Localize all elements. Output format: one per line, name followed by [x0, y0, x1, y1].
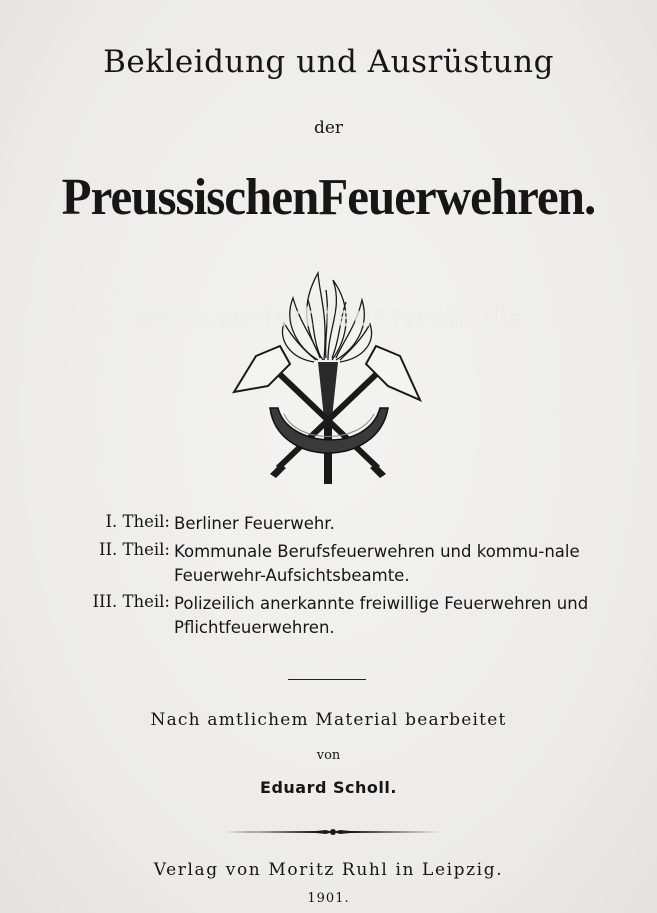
- publication-year: 1901.: [307, 891, 350, 906]
- part-label: I. Theil:: [105, 512, 170, 531]
- ornament-divider-icon: [226, 826, 440, 838]
- part-3: [40, 592, 640, 640]
- part-text: Berliner Feuerwehr.: [174, 514, 335, 533]
- divider-rule: [288, 679, 366, 680]
- title-line-1: Bekleidung und Ausrüstung: [103, 44, 554, 80]
- title-line-2: der: [313, 118, 344, 138]
- author-name: Eduard Scholl.: [260, 778, 397, 797]
- publisher-line: Verlag von Moritz Ruhl in Leipzig.: [153, 860, 504, 880]
- part-1: [40, 512, 640, 536]
- credit-line: Nach amtlichem Material bearbeitet: [150, 710, 507, 730]
- part-text: Kommunale Berufsfeuerwehren und kommu-nale Feuerwehr-Aufsichtsbeamte.: [174, 542, 580, 585]
- part-text: Polizeilich anerkannte freiwillige Feuerwehren und Pflichtfeuerwehren.: [174, 594, 589, 637]
- part-2: [40, 540, 640, 588]
- watermark: www.seifert-feuerwehr.de: [135, 300, 522, 333]
- parts-list: [40, 512, 640, 644]
- part-label: II. Theil:: [98, 540, 170, 559]
- part-label: III. Theil:: [92, 592, 170, 611]
- main-title: PreussischenFeuerwehren.: [61, 169, 596, 226]
- credit-von: von: [316, 748, 341, 763]
